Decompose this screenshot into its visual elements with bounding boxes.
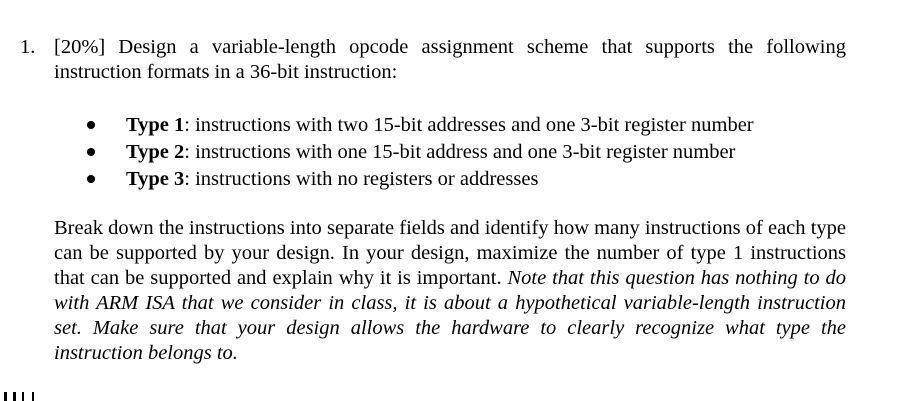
question-instructions: Break down the instructions into separate fields and identify how many instructions of each type can be supported by your design. In your design, maximize the number of type 1 instructions that can be supported and explain why it is important. (54, 217, 846, 289)
question-body (54, 216, 846, 366)
text-fragment (13, 392, 16, 401)
text-fragment (4, 392, 7, 401)
format-description: : instructions with no registers or addresses (184, 168, 539, 190)
text-fragment (32, 392, 34, 401)
format-type: Type 2 (126, 141, 185, 163)
question-intro: [20%] Design a variable-length opcode assignment scheme that supports the following instruction formats in a 36-bit instruction: (54, 36, 846, 83)
bullet-icon (87, 175, 95, 183)
format-description: : instructions with two 15-bit addresses and one 3-bit register number (184, 114, 754, 136)
bullet-icon (87, 148, 95, 156)
question-number: 1. (20, 36, 36, 58)
text-fragment (22, 392, 24, 401)
format-type: Type 3 (126, 168, 185, 190)
cropped-text-fragment (0, 392, 60, 401)
format-description: : instructions with one 15-bit address and one 3-bit register number (184, 141, 736, 163)
question-note: Note that this question has nothing to do with ARM ISA that we consider in class, it is about a hypothetical variable-length instruction set. Make sure that your design allows the hardware to clearly recognize what type the instruction belongs to. (54, 267, 847, 364)
format-type: Type 1 (126, 114, 185, 136)
bullet-icon (87, 121, 95, 129)
